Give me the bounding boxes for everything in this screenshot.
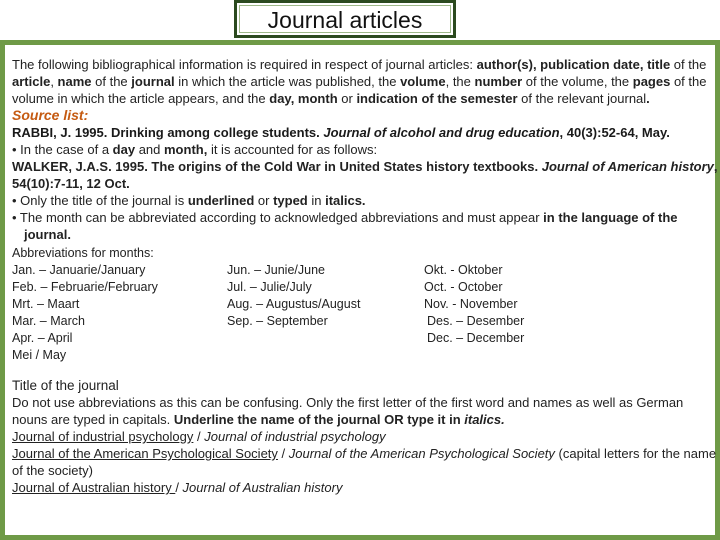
journal-title-heading: Title of the journal — [12, 378, 119, 393]
intro-bold-10: . — [646, 91, 650, 106]
bullet2-mid-2: in — [307, 193, 326, 208]
bullet-title-format — [12, 192, 720, 209]
ref1-details: , 40(3):52-64, May. — [559, 125, 670, 140]
bullet3-text: • The month can be abbreviated according to acknowledged abbreviations and must appear — [12, 210, 544, 225]
content — [12, 56, 720, 496]
bullet-day-month — [12, 141, 720, 158]
abbreviations-column-1 — [12, 262, 158, 364]
ref1-journal: Journal of alcohol and drug education — [323, 125, 560, 140]
intro-bold-8: day, month — [269, 91, 338, 106]
abbreviation-item: Sep. – September — [227, 314, 328, 328]
abbreviation-item: Aug. – Augustus/August — [227, 297, 361, 311]
abbreviations-column-3 — [424, 262, 524, 347]
abbreviation-item: Jan. – Januarie/January — [12, 263, 146, 277]
bullet3-bold: in the language of the journal. — [24, 210, 678, 242]
abbreviation-item: Apr. – April — [12, 331, 73, 345]
bullet1-mid-1: and — [135, 142, 164, 157]
journal-title-bold: Underline the name of the journal OR type it in — [173, 412, 465, 427]
bullet1-text: • In the case of a — [12, 142, 113, 157]
journal-example-1-separator: / — [193, 429, 205, 444]
abbreviations-column-2 — [227, 262, 360, 330]
abbreviation-item: Jul. – Julie/July — [227, 280, 312, 294]
bullet2-text: • Only the title of the journal is — [12, 193, 188, 208]
journal-example-3-italic: Journal of Australian history — [182, 480, 343, 495]
abbreviation-item: Feb. – Februarie/February — [12, 280, 158, 294]
intro-text-6: , the — [445, 74, 475, 89]
abbreviation-item: Des. – Desember — [427, 314, 525, 328]
intro-bold-5: volume — [400, 74, 446, 89]
journal-example-1 — [12, 428, 720, 445]
ref2-details: , 54(10):7-11, 12 Oct. — [12, 159, 718, 191]
journal-example-3 — [12, 479, 720, 496]
journal-example-1-underlined: Journal of industrial psychology — [12, 429, 194, 444]
journal-title-text: Do not use abbreviations as this can be confusing. Only the first letter of the first word and names as well as German nouns are typed in capitals. — [12, 395, 684, 427]
abbreviations-table — [12, 262, 720, 365]
intro-text-5: in which the article was published, the — [174, 74, 401, 89]
ref2-journal: Journal of American history — [541, 159, 714, 174]
intro-bold-9: indication of the semester — [356, 91, 518, 106]
intro-text-9: or — [337, 91, 357, 106]
abbreviation-item: Jun. – Junie/June — [227, 263, 325, 277]
abbreviation-item: Mei / May — [12, 348, 67, 362]
bullet-month-abbreviation — [12, 209, 720, 243]
journal-example-2-separator: / — [277, 446, 289, 461]
title-box — [234, 0, 456, 38]
abbreviation-item: Oct. - October — [424, 280, 503, 294]
bullet2-bold-2: typed — [273, 193, 308, 208]
content-frame — [0, 40, 720, 540]
intro-text-7: of the volume, the — [522, 74, 633, 89]
bullet1-bold-1: day — [112, 142, 136, 157]
journal-example-2-underlined: Journal of the American Psychological Society — [12, 446, 278, 461]
reference-example-2 — [12, 158, 720, 192]
abbreviation-item: Mar. – March — [12, 314, 85, 328]
intro-text-3: , — [50, 74, 58, 89]
page-title: Journal articles — [267, 6, 423, 33]
journal-example-3-underlined: Journal of Australian history — [12, 480, 176, 495]
intro-bold-6: number — [474, 74, 523, 89]
bullet2-bold-1: underlined — [187, 193, 255, 208]
abbreviation-item: Nov. - November — [424, 297, 518, 311]
intro-bold-2: article — [12, 74, 51, 89]
abbreviation-item: Okt. - Oktober — [424, 263, 503, 277]
journal-title-paragraph — [12, 394, 720, 428]
intro-text-1: The following bibliographical information is required in respect of journal articles: — [12, 57, 477, 72]
journal-title-bold-italic: italics. — [464, 412, 505, 427]
abbreviation-item: Mrt. – Maart — [12, 297, 80, 311]
abbreviations-heading: Abbreviations for months: — [12, 246, 154, 260]
journal-example-2-note: (capital letters for the name of the society) — [12, 446, 717, 478]
journal-example-1-italic: Journal of industrial psychology — [204, 429, 386, 444]
intro-text-2: of the — [670, 57, 707, 72]
source-list-label: Source list: — [12, 107, 89, 123]
intro-paragraph — [12, 56, 720, 107]
journal-example-3-separator: / — [175, 480, 183, 495]
intro-bold-4: journal — [131, 74, 175, 89]
intro-bold-3: name — [57, 74, 92, 89]
ref2-authors-title: WALKER, J.A.S. 1995. The origins of the Cold War in United States history textbooks. — [12, 159, 542, 174]
intro-text-10: of the relevant journal — [517, 91, 647, 106]
journal-example-2-italic: Journal of the American Psychological Society — [288, 446, 555, 461]
reference-example-1 — [12, 124, 720, 141]
ref1-authors-title: RABBI, J. 1995. Drinking among college students. — [12, 125, 324, 140]
bullet2-bold-3: italics. — [325, 193, 366, 208]
abbreviation-item: Dec. – December — [427, 331, 525, 345]
bullet1-bold-2: month, — [164, 142, 208, 157]
bullet1-mid-2: it is accounted for as follows: — [207, 142, 378, 157]
intro-text-4: of the — [91, 74, 132, 89]
intro-bold-1: author(s), publication date, title — [476, 57, 671, 72]
bullet2-mid-1: or — [254, 193, 274, 208]
journal-example-2 — [12, 445, 720, 479]
intro-text-8: of the volume in which the article appears, and the — [12, 74, 707, 106]
intro-bold-7: pages — [632, 74, 671, 89]
